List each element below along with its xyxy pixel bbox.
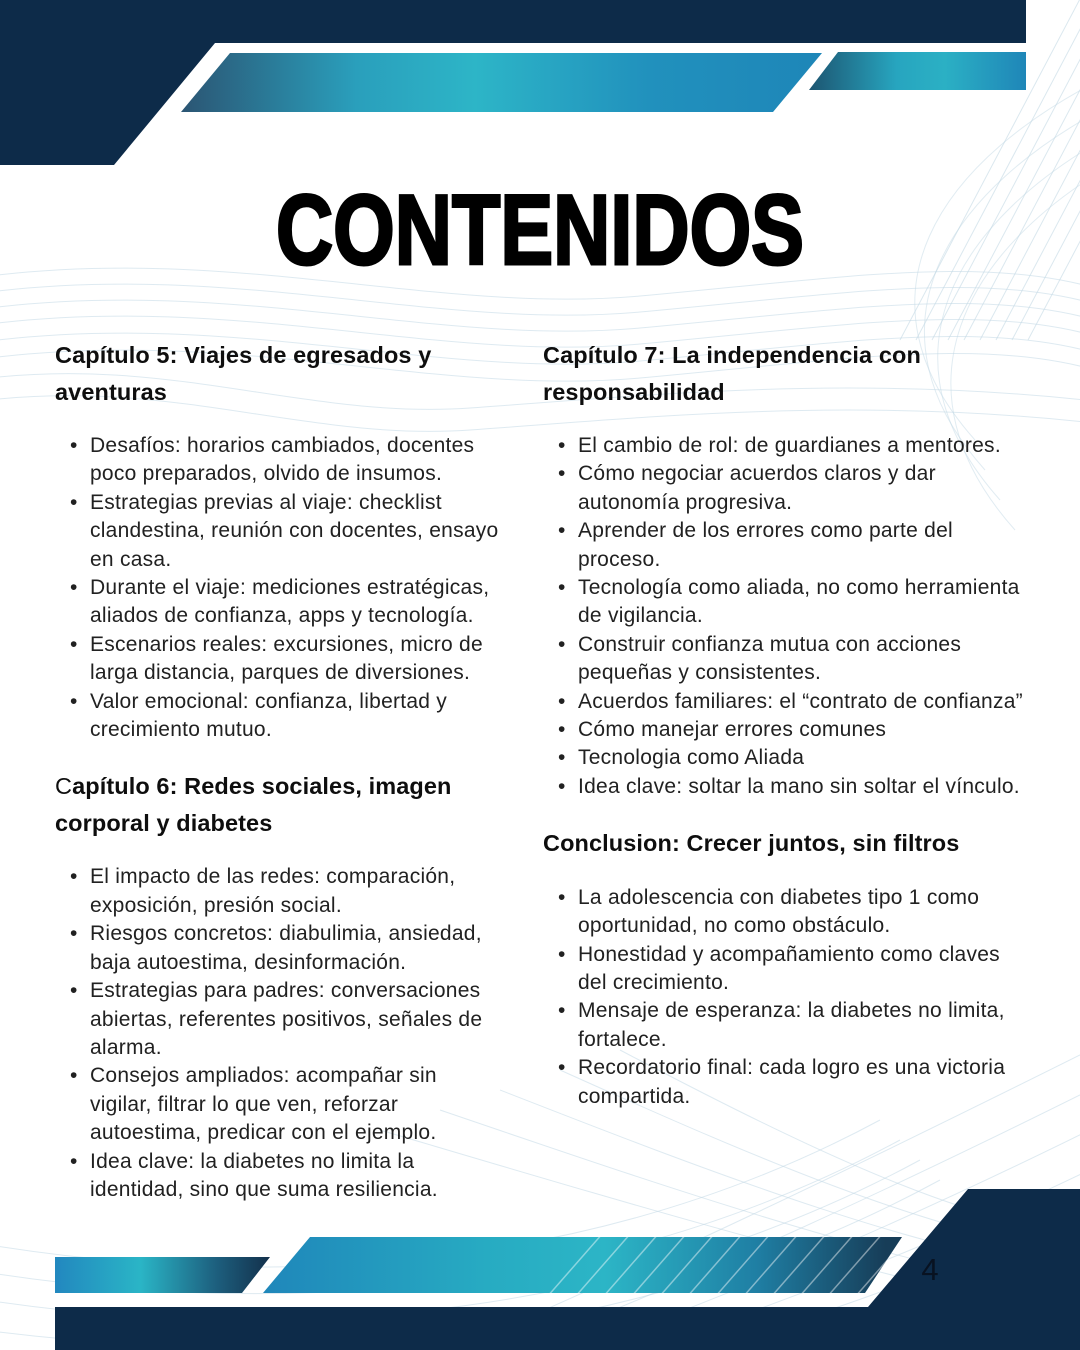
section-capitulo-6 (55, 768, 515, 1204)
section-conclusion (543, 825, 1043, 1111)
page-title: CONTENIDOS (275, 174, 805, 285)
list-item: • Cómo negociar acuerdos claros y dar autonomía progresiva. (578, 460, 1033, 517)
list-item: • Desafíos: horarios cambiados, docentes poco preparados, olvido de insumos. (90, 432, 500, 489)
bullet-list (55, 432, 500, 744)
list-item: • Cómo manejar errores comunes (578, 716, 1033, 744)
section-capitulo-7 (543, 337, 1043, 801)
list-item: • Honestidad y acompañamiento como claves del crecimiento. (578, 941, 1033, 998)
section-title-text: Capítulo 7: La independencia con responsabilidad (543, 342, 921, 405)
list-item: • Escenarios reales: excursiones, micro de larga distancia, parques de diversiones. (90, 631, 500, 688)
list-item: • Tecnologia como Aliada (578, 744, 1033, 772)
list-item: • Estrategias previas al viaje: checklist clandestina, reunión con docentes, ensayo en casa. (90, 489, 500, 574)
list-item: • Riesgos concretos: diabulimia, ansiedad, baja autoestima, desinformación. (90, 920, 500, 977)
list-item: • Acuerdos familiares: el “contrato de confianza” (578, 688, 1033, 716)
list-item: • Recordatorio final: cada logro es una victoria compartida. (578, 1054, 1033, 1111)
section-title (55, 337, 515, 410)
list-item: • Idea clave: soltar la mano sin soltar el vínculo. (578, 773, 1033, 801)
section-title-text: Capítulo 5: Viajes de egresados y aventuras (55, 342, 432, 405)
list-item: • Consejos ampliados: acompañar sin vigilar, filtrar lo que ven, reforzar autoestima, predicar con el ejemplo. (90, 1062, 500, 1147)
section-title-text: Conclusion: Crecer juntos, sin filtros (543, 830, 960, 857)
section-capitulo-5 (55, 337, 515, 744)
section-title-prefix: C (55, 773, 73, 800)
list-item: • El impacto de las redes: comparación, exposición, presión social. (90, 863, 500, 920)
list-item: • La adolescencia con diabetes tipo 1 como oportunidad, no como obstáculo. (578, 884, 1033, 941)
list-item: • Valor emocional: confianza, libertad y crecimiento mutuo. (90, 688, 500, 745)
list-item: • Aprender de los errores como parte del proceso. (578, 517, 1033, 574)
list-item: • Mensaje de esperanza: la diabetes no limita, fortalece. (578, 997, 1033, 1054)
list-item: • El cambio de rol: de guardianes a mentores. (578, 432, 1033, 460)
page-number: 4 (921, 1252, 939, 1287)
section-title (543, 337, 1043, 410)
section-title-text: apítulo 6: Redes sociales, imagen corporal y diabetes (55, 773, 452, 836)
list-item: • Idea clave: la diabetes no limita la identidad, sino que suma resiliencia. (90, 1148, 500, 1205)
right-column (543, 337, 1043, 1135)
section-title (55, 768, 515, 841)
list-item: • Tecnología como aliada, no como herramienta de vigilancia. (578, 574, 1033, 631)
list-item: • Construir confianza mutua con acciones pequeñas y consistentes. (578, 631, 1033, 688)
list-item: • Estrategias para padres: conversaciones abiertas, referentes positivos, señales de alarma. (90, 977, 500, 1062)
section-title (543, 825, 1043, 862)
bullet-list (543, 432, 1033, 801)
top-right-diagonal-lines (900, 0, 1080, 340)
bullet-list (55, 863, 500, 1204)
list-item: • Durante el viaje: mediciones estratégicas, aliados de confianza, apps y tecnología. (90, 574, 500, 631)
left-column (55, 337, 515, 1228)
bullet-list (543, 884, 1033, 1111)
